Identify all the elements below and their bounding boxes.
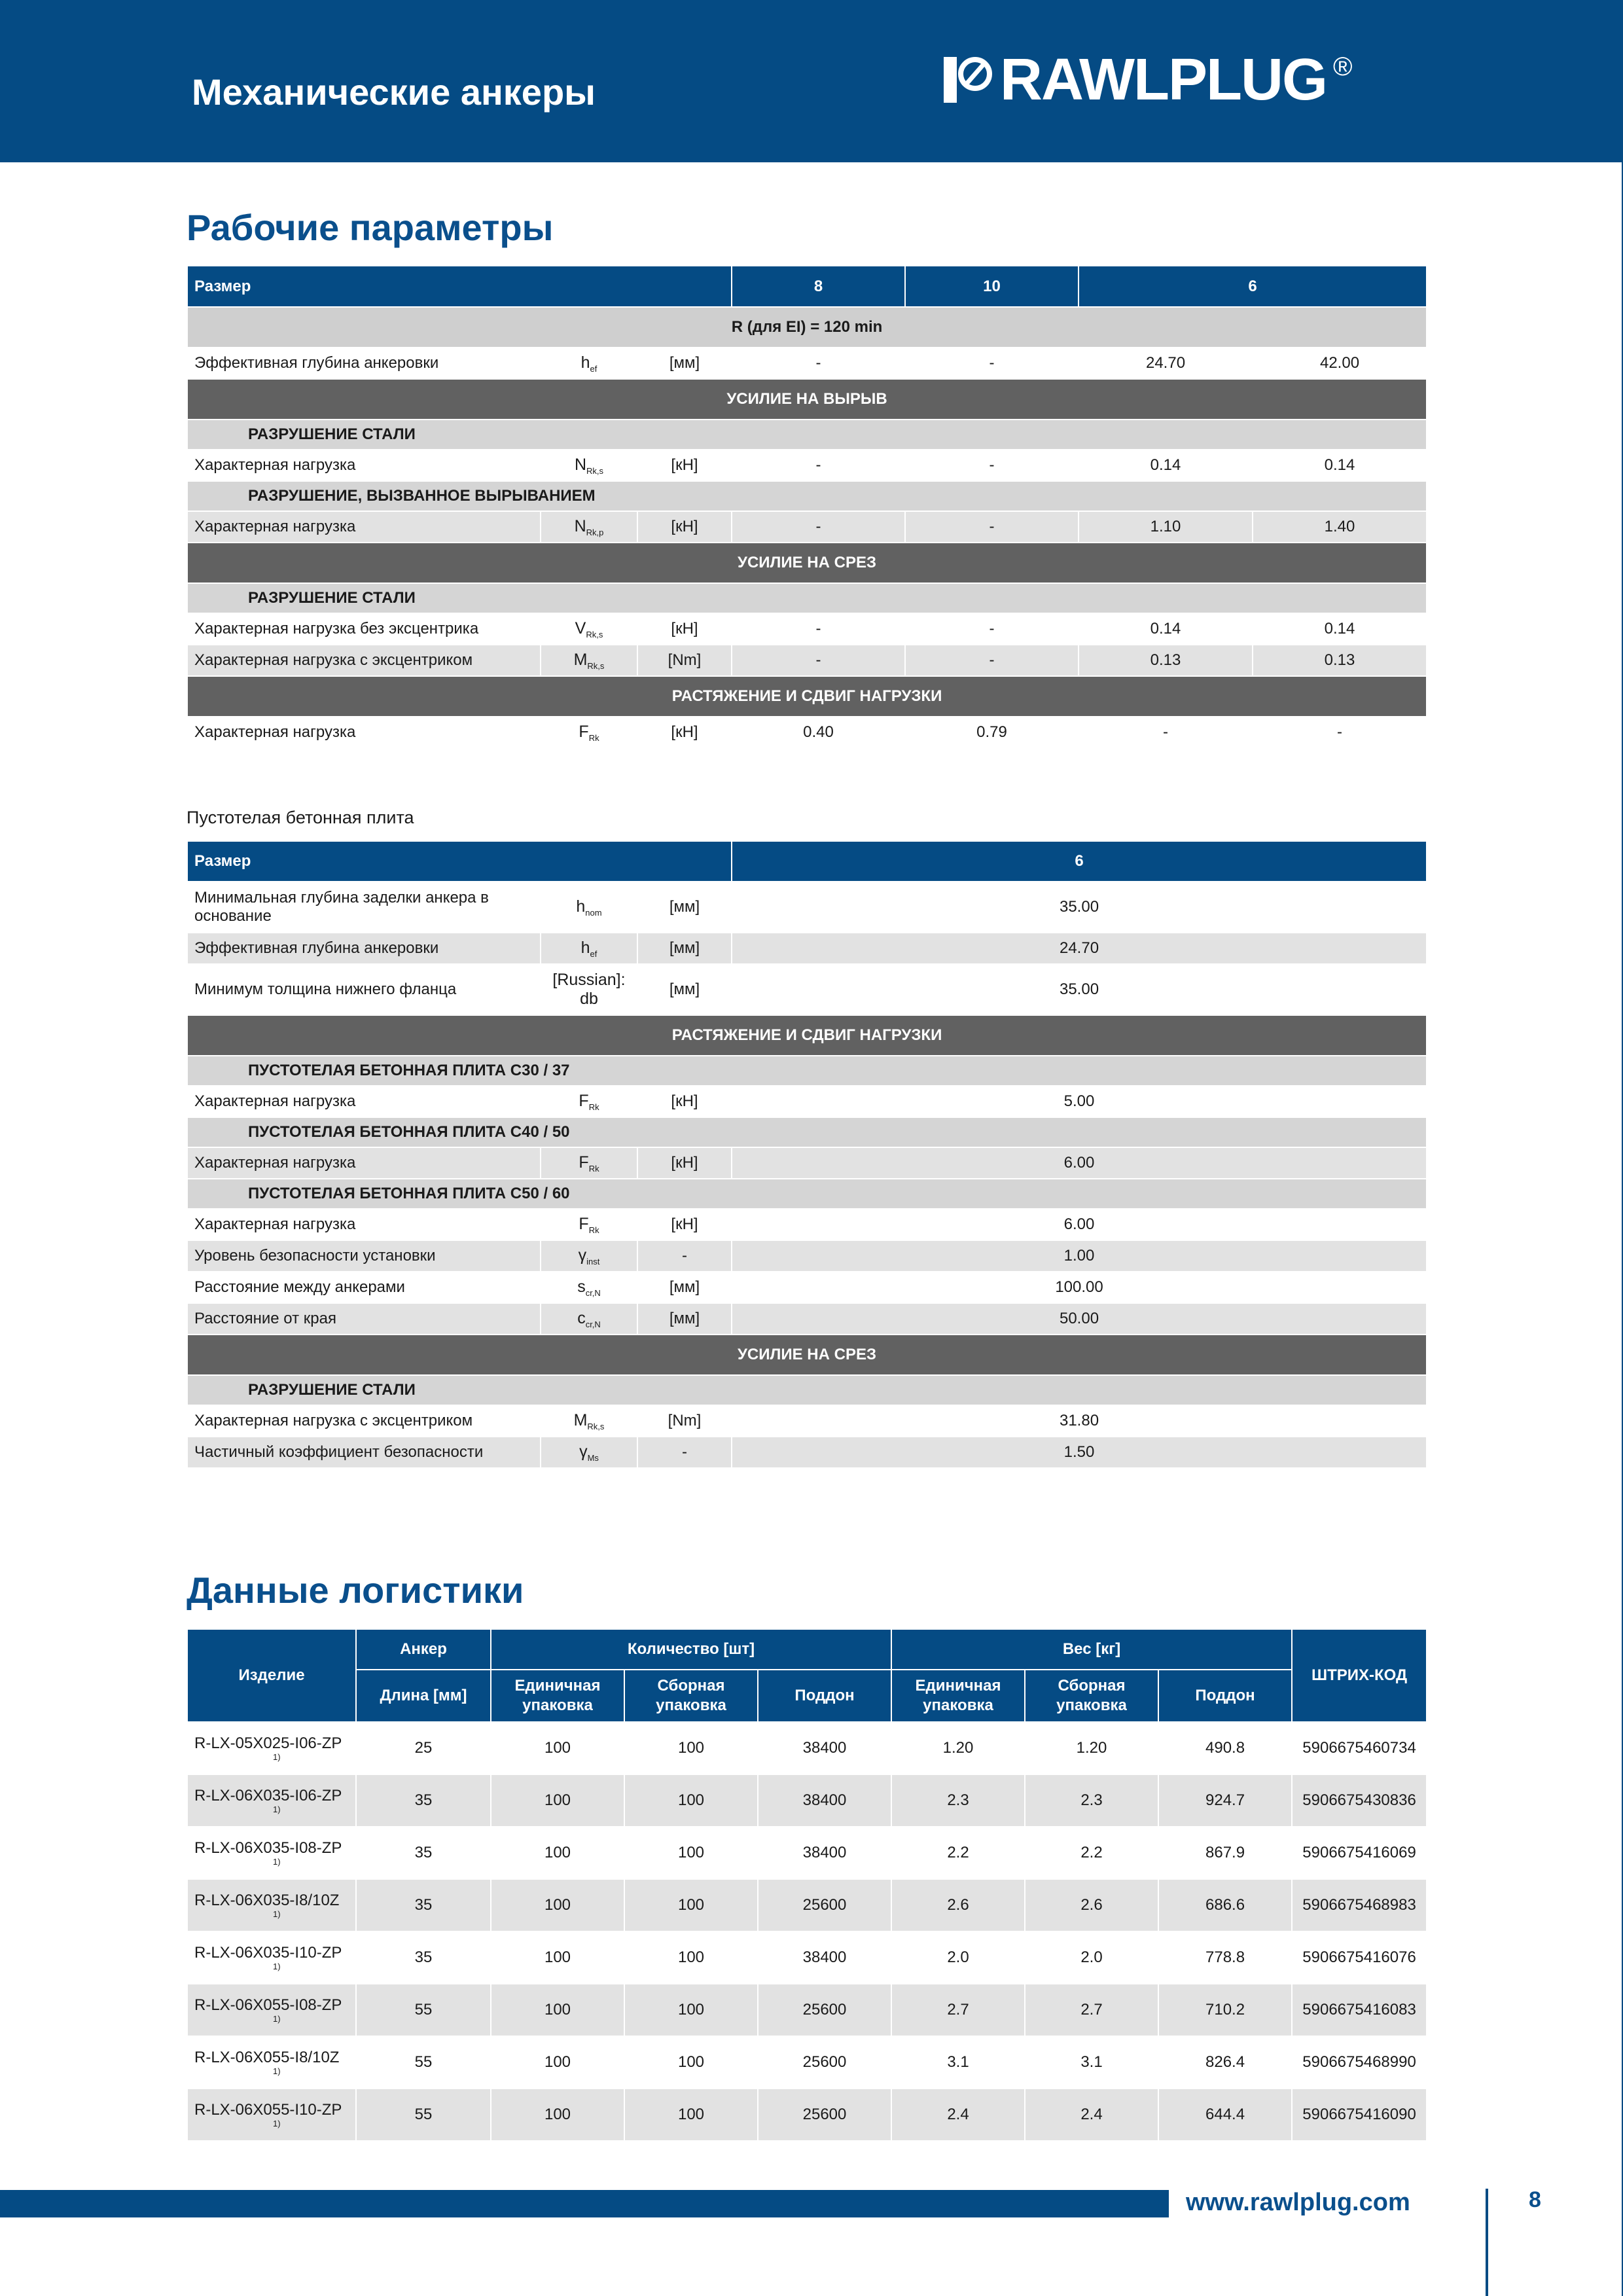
value-cell: 100.00 — [732, 1272, 1427, 1303]
symbol — [541, 1209, 637, 1240]
parameter-label: Характерная нагрузка — [187, 1209, 541, 1240]
symbol — [541, 933, 637, 964]
w-pallet-cell: 826.4 — [1158, 2036, 1292, 2089]
symbol-main: γ — [578, 1246, 587, 1265]
value-cell: 42.00 — [1253, 348, 1427, 379]
product-code-cell — [187, 2036, 356, 2089]
size-header-row — [187, 266, 1427, 307]
symbol — [541, 882, 637, 933]
value-cell: - — [905, 645, 1079, 676]
unit: [кН] — [637, 511, 732, 543]
q-unit-cell: 100 — [491, 1931, 624, 1984]
barcode-cell: 5906675468990 — [1292, 2036, 1427, 2089]
symbol-main: F — [579, 722, 589, 741]
value-cell: - — [732, 613, 905, 645]
value-cell: - — [732, 511, 905, 543]
page-header — [0, 0, 1623, 162]
symbol-main: h — [576, 897, 586, 916]
value-cell: 1.10 — [1079, 511, 1253, 543]
q-pallet-cell: 25600 — [758, 1879, 891, 1931]
subsection-heading: ПУСТОТЕЛАЯ БЕТОННАЯ ПЛИТА С50 / 60 — [187, 1179, 1427, 1209]
unit: [мм] — [637, 348, 732, 379]
q-bulk-cell: 100 — [624, 1879, 758, 1931]
unit: [кН] — [637, 450, 732, 481]
subsection-row — [187, 1056, 1427, 1086]
product-code-cell — [187, 1774, 356, 1827]
value-cell: 0.13 — [1253, 645, 1427, 676]
unit: [кН] — [637, 1147, 732, 1179]
parameter-row — [187, 645, 1427, 676]
registered-mark: ® — [1332, 52, 1353, 81]
symbol — [541, 511, 637, 543]
parameter-row — [187, 1437, 1427, 1468]
header-qty-pallet: Поддон — [758, 1670, 891, 1722]
symbol-main: c — [577, 1308, 586, 1327]
parameter-label: Частичный коэффициент безопасности — [187, 1437, 541, 1468]
value-cell: 5.00 — [732, 1086, 1427, 1117]
unit: [мм] — [637, 933, 732, 964]
product-code-cell — [187, 1931, 356, 1984]
w-unit-cell: 2.4 — [891, 2089, 1025, 2141]
value-cell: 0.79 — [905, 717, 1079, 748]
w-pallet-cell: 710.2 — [1158, 1984, 1292, 2036]
header-qty-bulk-pack: Сборная упаковка — [624, 1670, 758, 1722]
header-length: Длина [мм] — [356, 1670, 491, 1722]
section-row — [187, 676, 1427, 717]
q-unit-cell: 100 — [491, 1774, 624, 1827]
value-cell: 35.00 — [732, 882, 1427, 933]
product-code-cell — [187, 1827, 356, 1879]
hollow-slab-table — [187, 840, 1427, 1469]
w-bulk-cell: 2.2 — [1025, 1827, 1158, 1879]
symbol-subscript: Rk,s — [587, 660, 605, 671]
w-unit-cell: 2.3 — [891, 1774, 1025, 1827]
w-pallet-cell: 924.7 — [1158, 1774, 1292, 1827]
symbol-main: M — [573, 1410, 588, 1429]
symbol — [541, 613, 637, 645]
q-bulk-cell: 100 — [624, 1774, 758, 1827]
unit: - — [637, 1240, 732, 1272]
q-unit-cell: 100 — [491, 1722, 624, 1774]
subsection-heading: РАЗРУШЕНИЕ СТАЛИ — [187, 1375, 1427, 1405]
w-unit-cell: 2.6 — [891, 1879, 1025, 1931]
parameter-row — [187, 1272, 1427, 1303]
product-code-cell — [187, 2089, 356, 2141]
symbol-subscript: inst — [586, 1256, 600, 1266]
section-title-logistics: Данные логистики — [187, 1570, 524, 1611]
parameter-label: Расстояние между анкерами — [187, 1272, 541, 1303]
subsection-row — [187, 1117, 1427, 1147]
product-footnote: 1) — [273, 1962, 281, 1971]
w-pallet-cell: 686.6 — [1158, 1879, 1292, 1931]
performance-table — [187, 265, 1427, 749]
parameter-row — [187, 1147, 1427, 1179]
header-weight-pallet: Поддон — [1158, 1670, 1292, 1722]
symbol-main: F — [579, 1153, 589, 1172]
length-cell: 35 — [356, 1827, 491, 1879]
w-unit-cell: 2.0 — [891, 1931, 1025, 1984]
section-heading: РАСТЯЖЕНИЕ И СДВИГ НАГРУЗКИ — [187, 676, 1427, 717]
symbol — [541, 1405, 637, 1437]
section-row — [187, 1015, 1427, 1056]
value-cell: - — [1079, 717, 1253, 748]
footer-website-link[interactable]: www.rawlplug.com — [1186, 2189, 1410, 2216]
symbol — [541, 1240, 637, 1272]
value-cell: - — [732, 450, 905, 481]
q-bulk-cell: 100 — [624, 2036, 758, 2089]
value-cell: - — [905, 348, 1079, 379]
symbol — [541, 348, 637, 379]
q-bulk-cell: 100 — [624, 2089, 758, 2141]
symbol-subscript: Rk — [588, 1163, 599, 1174]
barcode-cell: 5906675468983 — [1292, 1879, 1427, 1931]
unit: [Nm] — [637, 1405, 732, 1437]
barcode-cell: 5906675430836 — [1292, 1774, 1427, 1827]
subsection-row — [187, 583, 1427, 613]
value-cell: 0.13 — [1079, 645, 1253, 676]
value-cell: - — [732, 645, 905, 676]
parameter-label: Характерная нагрузка — [187, 1086, 541, 1117]
symbol — [541, 1086, 637, 1117]
unit: [Nm] — [637, 645, 732, 676]
symbol-main: V — [575, 619, 586, 637]
header-title: Механические анкеры — [192, 71, 596, 113]
q-pallet-cell: 38400 — [758, 1722, 891, 1774]
q-pallet-cell: 25600 — [758, 1984, 891, 2036]
product-row — [187, 1774, 1427, 1827]
parameter-row — [187, 1240, 1427, 1272]
symbol-subscript: nom — [585, 907, 602, 918]
product-code: R-LX-06X055-I10-ZP — [194, 2101, 342, 2119]
section-row — [187, 379, 1427, 420]
unit: [кН] — [637, 1086, 732, 1117]
header-weight-unit-pack: Единичная упаковка — [891, 1670, 1025, 1722]
symbol-subscript: ef — [590, 948, 597, 959]
symbol-subscript: Rk — [588, 1225, 599, 1235]
size-label: Размер — [187, 841, 732, 882]
symbol-subscript: Rk — [588, 732, 599, 743]
unit: [мм] — [637, 882, 732, 933]
fire-rating: R (для EI) = 120 min — [187, 307, 1427, 348]
symbol — [541, 1272, 637, 1303]
length-cell: 35 — [356, 1774, 491, 1827]
symbol — [541, 1147, 637, 1179]
w-pallet-cell: 490.8 — [1158, 1722, 1292, 1774]
header-anchor: Анкер — [356, 1629, 491, 1670]
product-row — [187, 1879, 1427, 1931]
value-cell: 24.70 — [1079, 348, 1253, 379]
subsection-heading: ПУСТОТЕЛАЯ БЕТОННАЯ ПЛИТА С30 / 37 — [187, 1056, 1427, 1086]
subsection-row — [187, 420, 1427, 450]
subsection-heading: РАЗРУШЕНИЕ СТАЛИ — [187, 583, 1427, 613]
w-unit-cell: 2.2 — [891, 1827, 1025, 1879]
value-cell: 35.00 — [732, 964, 1427, 1015]
hollow-slab-caption: Пустотелая бетонная плита — [187, 808, 414, 827]
footer-divider — [1486, 2189, 1488, 2296]
unit: [кН] — [637, 717, 732, 748]
symbol — [541, 1437, 637, 1468]
size-header-row — [187, 841, 1427, 882]
subsection-row — [187, 481, 1427, 511]
q-pallet-cell: 25600 — [758, 2089, 891, 2141]
value-cell: 1.50 — [732, 1437, 1427, 1468]
footer-bar — [0, 2190, 1169, 2217]
header-weight: Вес [кг] — [891, 1629, 1292, 1670]
size-6: 6 — [1079, 266, 1427, 307]
value-cell: 0.14 — [1079, 450, 1253, 481]
product-row — [187, 1984, 1427, 2036]
size-10: 10 — [905, 266, 1079, 307]
product-code-cell — [187, 1879, 356, 1931]
fire-rating-row — [187, 307, 1427, 348]
product-row — [187, 2036, 1427, 2089]
parameter-row — [187, 613, 1427, 645]
w-unit-cell: 2.7 — [891, 1984, 1025, 2036]
barcode-cell: 5906675416090 — [1292, 2089, 1427, 2141]
q-unit-cell: 100 — [491, 1984, 624, 2036]
symbol — [541, 1303, 637, 1335]
product-footnote: 1) — [273, 1857, 281, 1867]
value-cell: - — [905, 613, 1079, 645]
unit: - — [637, 1437, 732, 1468]
parameter-row — [187, 1303, 1427, 1335]
w-bulk-cell: 3.1 — [1025, 2036, 1158, 2089]
length-cell: 35 — [356, 1931, 491, 1984]
q-bulk-cell: 100 — [624, 1827, 758, 1879]
value-cell: 50.00 — [732, 1303, 1427, 1335]
parameter-label: Характерная нагрузка — [187, 450, 541, 481]
q-bulk-cell: 100 — [624, 1984, 758, 2036]
w-bulk-cell: 2.4 — [1025, 2089, 1158, 2141]
section-heading: УСИЛИЕ НА СРЕЗ — [187, 543, 1427, 583]
section-title-work-params: Рабочие параметры — [187, 207, 554, 248]
header-qty-unit-pack: Единичная упаковка — [491, 1670, 624, 1722]
symbol-main: γ — [579, 1442, 588, 1461]
symbol-subscript: ef — [590, 363, 597, 374]
length-cell: 35 — [356, 1879, 491, 1931]
w-bulk-cell: 1.20 — [1025, 1722, 1158, 1774]
parameter-row — [187, 717, 1427, 748]
q-unit-cell: 100 — [491, 2036, 624, 2089]
symbol-main: s — [577, 1277, 586, 1296]
parameter-label: Эффективная глубина анкеровки — [187, 348, 541, 379]
w-pallet-cell: 778.8 — [1158, 1931, 1292, 1984]
symbol-subscript: Rk,p — [586, 527, 604, 537]
product-row — [187, 1827, 1427, 1879]
parameter-label: Минимальная глубина заделки анкера в основание — [187, 882, 541, 933]
logo-mark-icon — [942, 53, 996, 107]
subsection-heading: РАЗРУШЕНИЕ СТАЛИ — [187, 420, 1427, 450]
logo-text: RAWLPLUG — [1000, 47, 1327, 113]
product-code: R-LX-06X035-I10-ZP — [194, 1944, 342, 1962]
q-pallet-cell: 38400 — [758, 1774, 891, 1827]
length-cell: 55 — [356, 1984, 491, 2036]
symbol-main: N — [574, 455, 587, 474]
product-footnote: 1) — [273, 2066, 281, 2076]
subsection-row — [187, 1375, 1427, 1405]
product-footnote: 1) — [273, 1909, 281, 1919]
w-bulk-cell: 2.0 — [1025, 1931, 1158, 1984]
value-cell: 31.80 — [732, 1405, 1427, 1437]
product-code: R-LX-06X035-I08-ZP — [194, 1839, 342, 1857]
value-cell: - — [1253, 717, 1427, 748]
symbol-main: h — [580, 353, 590, 372]
unit: [кН] — [637, 1209, 732, 1240]
value-cell: 1.40 — [1253, 511, 1427, 543]
symbol-subscript: cr,N — [585, 1319, 601, 1329]
logistics-header-row-2 — [187, 1670, 1427, 1722]
barcode-cell: 5906675416076 — [1292, 1931, 1427, 1984]
value-cell: 0.40 — [732, 717, 905, 748]
logistics-table — [187, 1628, 1427, 2142]
symbol-main: F — [579, 1214, 589, 1233]
q-unit-cell: 100 — [491, 1879, 624, 1931]
size-6: 6 — [732, 841, 1427, 882]
value-cell: 0.14 — [1253, 450, 1427, 481]
q-unit-cell: 100 — [491, 1827, 624, 1879]
unit: [мм] — [637, 964, 732, 1015]
parameter-label: Характерная нагрузка — [187, 1147, 541, 1179]
product-row — [187, 1931, 1427, 1984]
header-weight-bulk-pack: Сборная упаковка — [1025, 1670, 1158, 1722]
logistics-header-row-1 — [187, 1629, 1427, 1670]
length-cell: 55 — [356, 2089, 491, 2141]
product-footnote: 1) — [273, 1804, 281, 1814]
q-unit-cell: 100 — [491, 2089, 624, 2141]
page-number: 8 — [1529, 2187, 1541, 2212]
value-cell: 6.00 — [732, 1209, 1427, 1240]
symbol-subscript: Rk,s — [587, 1421, 605, 1431]
parameter-row — [187, 1086, 1427, 1117]
parameter-label: Характерная нагрузка — [187, 717, 541, 748]
parameter-label: Характерная нагрузка — [187, 511, 541, 543]
product-footnote: 1) — [273, 2014, 281, 2024]
product-code: R-LX-06X055-I08-ZP — [194, 1996, 342, 2014]
section-row — [187, 543, 1427, 583]
unit: [мм] — [637, 1272, 732, 1303]
symbol-subscript: Ms — [587, 1452, 599, 1463]
parameter-row — [187, 450, 1427, 481]
w-bulk-cell: 2.7 — [1025, 1984, 1158, 2036]
value-cell: 6.00 — [732, 1147, 1427, 1179]
subsection-heading: РАЗРУШЕНИЕ, ВЫЗВАННОЕ ВЫРЫВАНИЕМ — [187, 481, 1427, 511]
parameter-row — [187, 933, 1427, 964]
size-label: Размер — [187, 266, 732, 307]
header-quantity: Количество [шт] — [491, 1629, 891, 1670]
header-product: Изделие — [187, 1629, 356, 1722]
w-bulk-cell: 2.3 — [1025, 1774, 1158, 1827]
parameter-row — [187, 882, 1427, 933]
parameter-row — [187, 964, 1427, 1015]
symbol-main: F — [579, 1091, 589, 1110]
parameter-row — [187, 511, 1427, 543]
w-unit-cell: 1.20 — [891, 1722, 1025, 1774]
brand-logo — [942, 47, 1353, 113]
symbol-subscript: Rk,s — [586, 629, 603, 639]
product-code: R-LX-06X035-I06-ZP — [194, 1787, 342, 1804]
length-cell: 55 — [356, 2036, 491, 2089]
w-unit-cell: 3.1 — [891, 2036, 1025, 2089]
w-pallet-cell: 644.4 — [1158, 2089, 1292, 2141]
product-code: R-LX-06X035-I8/10Z — [194, 1892, 340, 1909]
subsection-row — [187, 1179, 1427, 1209]
section-heading: УСИЛИЕ НА ВЫРЫВ — [187, 379, 1427, 420]
q-pallet-cell: 38400 — [758, 1827, 891, 1879]
symbol — [541, 450, 637, 481]
header-barcode: ШТРИХ-КОД — [1292, 1629, 1427, 1722]
symbol-main: h — [580, 938, 590, 957]
subsection-heading: ПУСТОТЕЛАЯ БЕТОННАЯ ПЛИТА С40 / 50 — [187, 1117, 1427, 1147]
parameter-label: Эффективная глубина анкеровки — [187, 933, 541, 964]
symbol-main: [Russian]: db — [552, 971, 626, 1008]
section-heading: РАСТЯЖЕНИЕ И СДВИГ НАГРУЗКИ — [187, 1015, 1427, 1056]
parameter-label: Уровень безопасности установки — [187, 1240, 541, 1272]
value-cell: 1.00 — [732, 1240, 1427, 1272]
parameter-row — [187, 1209, 1427, 1240]
unit: [мм] — [637, 1303, 732, 1335]
barcode-cell: 5906675416069 — [1292, 1827, 1427, 1879]
value-cell: - — [905, 450, 1079, 481]
product-row — [187, 1722, 1427, 1774]
q-pallet-cell: 38400 — [758, 1931, 891, 1984]
w-bulk-cell: 2.6 — [1025, 1879, 1158, 1931]
parameter-row — [187, 1405, 1427, 1437]
symbol — [541, 717, 637, 748]
section-heading: УСИЛИЕ НА СРЕЗ — [187, 1335, 1427, 1375]
size-8: 8 — [732, 266, 905, 307]
value-cell: 0.14 — [1253, 613, 1427, 645]
product-footnote: 1) — [273, 2119, 281, 2128]
symbol-subscript: Rk,s — [586, 465, 604, 476]
parameter-label: Характерная нагрузка без эксцентрика — [187, 613, 541, 645]
barcode-cell: 5906675416083 — [1292, 1984, 1427, 2036]
parameter-label: Характерная нагрузка с эксцентриком — [187, 1405, 541, 1437]
parameter-row — [187, 348, 1427, 379]
length-cell: 25 — [356, 1722, 491, 1774]
product-code: R-LX-05X025-I06-ZP — [194, 1734, 342, 1752]
symbol — [541, 964, 637, 1015]
parameter-label: Минимум толщина нижнего фланца — [187, 964, 541, 1015]
value-cell: 24.70 — [732, 933, 1427, 964]
w-pallet-cell: 867.9 — [1158, 1827, 1292, 1879]
symbol-subscript: Rk — [588, 1102, 599, 1112]
parameter-label: Расстояние от края — [187, 1303, 541, 1335]
value-cell: 0.14 — [1079, 613, 1253, 645]
symbol-subscript: cr,N — [585, 1287, 601, 1298]
value-cell: - — [732, 348, 905, 379]
symbol-main: N — [574, 516, 586, 535]
q-pallet-cell: 25600 — [758, 2036, 891, 2089]
symbol — [541, 645, 637, 676]
symbol-main: M — [573, 650, 588, 669]
product-footnote: 1) — [273, 1752, 281, 1762]
product-code: R-LX-06X055-I8/10Z — [194, 2049, 340, 2066]
unit: [кН] — [637, 613, 732, 645]
q-bulk-cell: 100 — [624, 1931, 758, 1984]
product-code-cell — [187, 1722, 356, 1774]
q-bulk-cell: 100 — [624, 1722, 758, 1774]
parameter-label: Характерная нагрузка с эксцентриком — [187, 645, 541, 676]
barcode-cell: 5906675460734 — [1292, 1722, 1427, 1774]
value-cell: - — [905, 511, 1079, 543]
section-row — [187, 1335, 1427, 1375]
product-code-cell — [187, 1984, 356, 2036]
product-row — [187, 2089, 1427, 2141]
